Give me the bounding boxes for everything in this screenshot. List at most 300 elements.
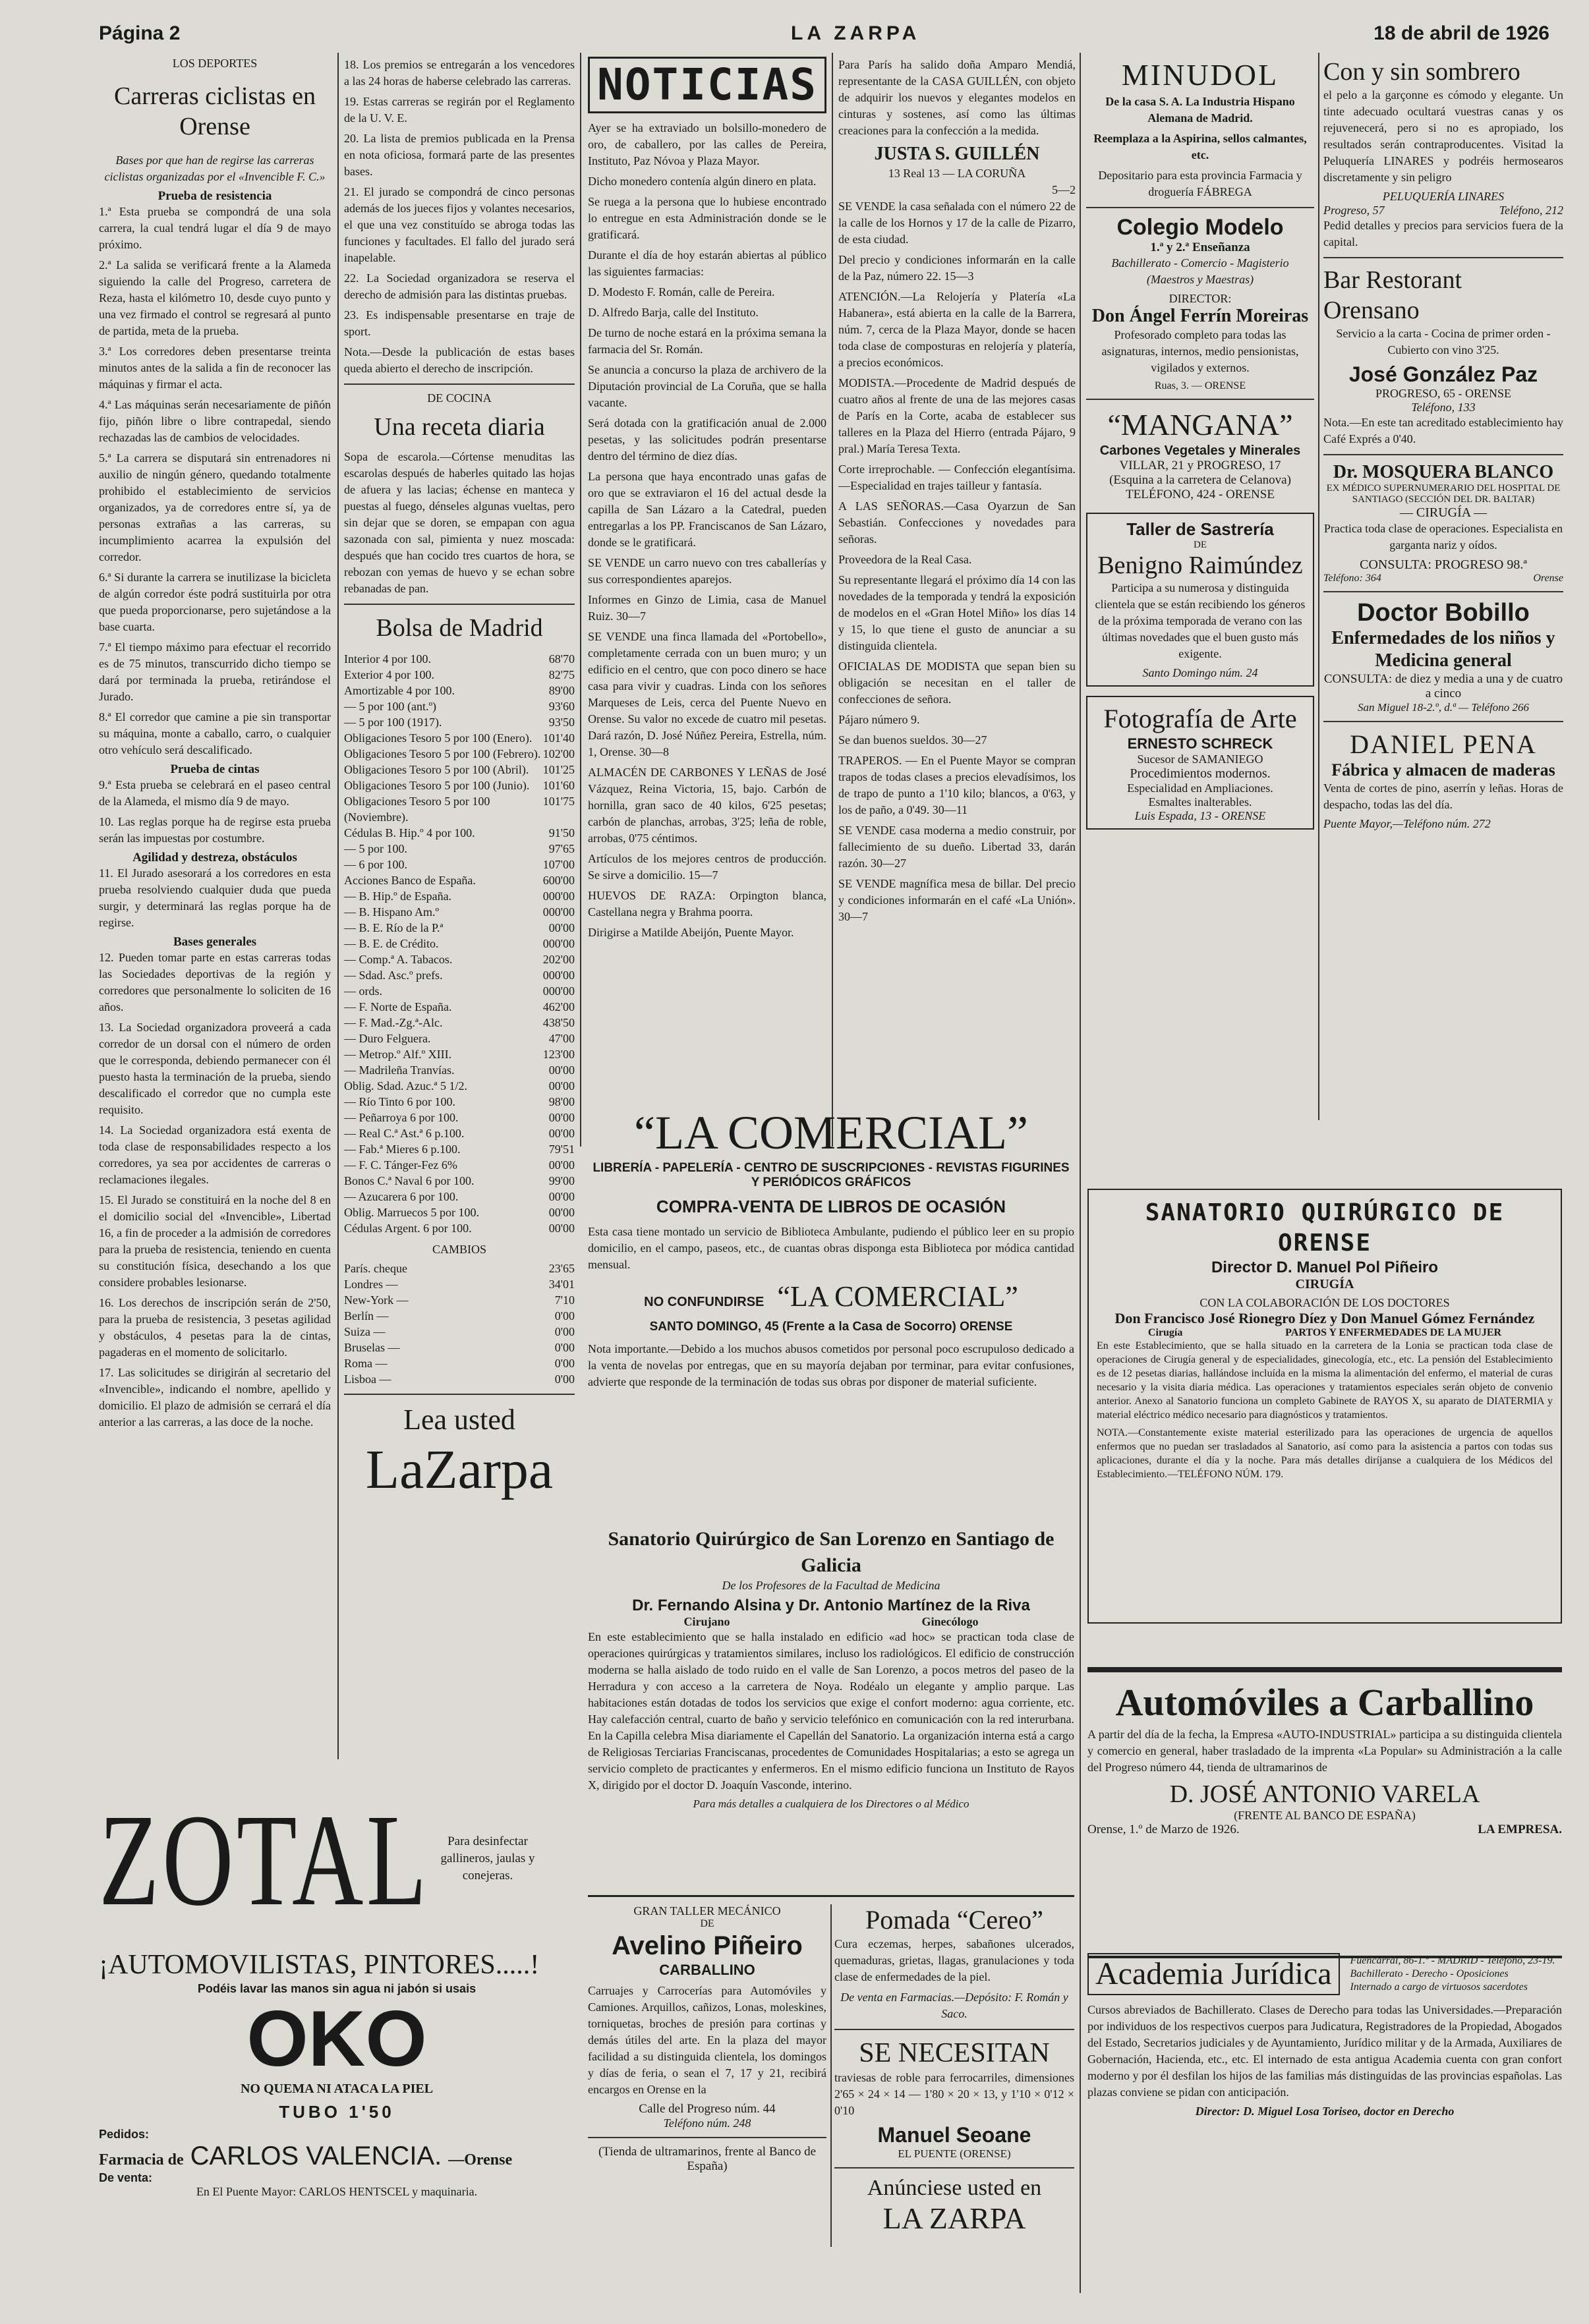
cereo-title: Pomada “Cereo” [865, 1905, 1043, 1935]
oko-name: CARLOS VALENCIA. [190, 2141, 442, 2170]
column-noticias [588, 57, 826, 1098]
row-value: 123'00 [542, 1048, 575, 1061]
sastreria-name: Benigno Raimúndez [1097, 552, 1303, 579]
bar-addr: PROGRESO, 65 - ORENSE [1375, 387, 1512, 400]
divider [1086, 207, 1314, 208]
rule-paragraph: 7.ª El tiempo máximo para efectuar el recorrido es de 75 minutos, transcurrido dicho tiempo se dará por terminada la prueba, retirándose el Jurado. [99, 640, 331, 703]
row-label: Obligaciones Tesoro 5 por 100 (Abril). [344, 763, 529, 776]
sanorense-title: SANATORIO QUIRÚRGICO DE ORENSE [1145, 1199, 1505, 1257]
row-label: Oblig. Marruecos 5 por 100. [344, 1206, 479, 1219]
row-label: — Sdad. Asc.º prefs. [344, 969, 443, 982]
row-label: Cédulas Argent. 6 por 100. [344, 1222, 472, 1235]
mosquera-l3: Practica toda clase de operaciones. Especialista en garganta nariz y oídos. [1323, 522, 1563, 552]
lea-usted: Lea usted [403, 1403, 515, 1436]
table-row [344, 1110, 575, 1125]
row-value: 000'00 [542, 890, 575, 903]
table-row [344, 746, 575, 762]
minudol-text: De la casa S. A. La Industria Hispano Alemana de Madrid. [1105, 95, 1295, 125]
article-title: Carreras ciclistas en Orense [114, 82, 316, 140]
divider [344, 604, 575, 605]
mosquera-l2: — CIRUGÍA — [1399, 505, 1488, 520]
table-row [344, 1031, 575, 1046]
foto-l1: Procedimientos modernos. [1130, 766, 1271, 781]
table-row [344, 714, 575, 730]
row-label: Lisboa — [344, 1373, 391, 1386]
guillen-name: JUSTA S. GUILLÉN [874, 144, 1040, 164]
table-row [344, 778, 575, 793]
oko-l2: NO QUEMA NI ATACA LA PIEL [240, 2082, 434, 2096]
row-label: Exterior 4 por 100. [344, 668, 434, 681]
table-row [344, 1355, 575, 1371]
row-label: — F. Norte de España. [344, 1000, 452, 1013]
table-row [344, 1292, 575, 1308]
ad-la-comercial [588, 1104, 1074, 1519]
table-row [344, 1276, 575, 1292]
row-value: 0'00 [554, 1325, 575, 1338]
row-value: 00'00 [548, 1127, 575, 1140]
oko-l1: Podéis lavar las manos sin agua ni jabón si usais [197, 1982, 477, 1995]
necesitan-text: traviesas de roble para ferrocarriles, dimensiones 2'65 × 24 × 14 — 1'80 × 20 × 13, y 1'10 × 0'12 × 0'10 [834, 2071, 1074, 2117]
ad-sanatorio-san-lorenzo [588, 1526, 1074, 1897]
cambios-title: CAMBIOS [432, 1243, 487, 1256]
page-header [99, 22, 1549, 49]
row-value: 0'00 [554, 1373, 575, 1386]
mangana-l3: (Esquina a la carretera de Celanova) [1109, 473, 1291, 487]
row-value: 101'75 [542, 795, 575, 808]
sanorense-spec1: Cirugía [1147, 1327, 1183, 1338]
rule-paragraph: 14. La Sociedad organizadora está exenta de toda clase de responsabilidades respecto a los corredores, ya sea por accidentes de carreras o reclamaciones ilegales. [99, 1123, 331, 1186]
column-rule [337, 53, 339, 1759]
table-row [344, 1173, 575, 1189]
minudol-title: MINUDOL [1121, 58, 1279, 92]
comercial-address: SANTO DOMINGO, 45 (Frente a la Casa de Socorro) ORENSE [649, 1320, 1013, 1334]
sanorense-col: CON LA COLABORACIÓN DE LOS DOCTORES [1199, 1296, 1450, 1309]
row-label: — 5 por 100. [344, 842, 407, 855]
colegio-dir: DIRECTOR: [1169, 292, 1232, 305]
table-row [344, 967, 575, 983]
cambios-table [344, 1261, 575, 1387]
news-item: D. Modesto F. Román, calle de Pereira. [588, 285, 775, 298]
colegio-name: Don Ángel Ferrín Moreiras [1091, 306, 1309, 326]
oko-city: —Orense [448, 2151, 513, 2168]
table-row [344, 1205, 575, 1220]
news-item: Dirigirse a Matilde Abeijón, Puente Mayor. [588, 926, 794, 939]
row-value: 102'00 [542, 747, 575, 760]
row-label: Suiza — [344, 1325, 386, 1338]
row-value: 82'75 [548, 668, 575, 681]
page-number: Página 2 [99, 22, 181, 44]
colegio-text: Profesorado completo para todas las asignaturas, internos, medio pensionistas, vigilados y externos. [1101, 328, 1299, 374]
row-value: 99'00 [548, 1174, 575, 1187]
table-row [344, 1220, 575, 1236]
oko-title: ¡AUTOMOVILISTAS, PINTORES.....! [99, 1950, 540, 1980]
bolsa-table [344, 651, 575, 1236]
table-row [344, 872, 575, 888]
rule-paragraph: 8.ª El corredor que camine a pie sin transportar su máquina, monte a caballo, carro, o cualquier otro vehículo será descalificado. [99, 710, 331, 756]
row-value: 79'51 [548, 1143, 575, 1156]
news-item: MODISTA.—Procedente de Madrid después de cuatro años al frente de una de las mejores casas de París en la Corte, acaba de establecer sus talleres en la Plaza del Hierro (entrada Pájaro, 9 pral.) María Teresa Texta. [838, 376, 1076, 455]
news-item: Para París ha salido doña Amparo Mendiá, representante de la CASA GUILLÉN, con objeto de adquirir los nuevos y elegantes modelos en cinturas y sostenes, así como las últimas creaciones para la confección a la medida. [838, 58, 1076, 137]
guillen-ref: 5—2 [1052, 183, 1076, 196]
comercial-line1: LIBRERÍA - PAPELERÍA - CENTRO DE SUSCRIPCIONES - REVISTAS FIGURINES Y PERIÓDICOS GRÁFICOS [592, 1161, 1070, 1189]
sanlorenzo-role2: Ginecólogo [921, 1615, 979, 1628]
foto-name: ERNESTO SCHRECK [1127, 735, 1273, 752]
table-row [344, 1078, 575, 1094]
table-row [344, 888, 575, 904]
row-value: 00'00 [548, 1158, 575, 1172]
divider [1323, 454, 1563, 455]
rule-paragraph: 12. Pueden tomar parte en estas carreras todas las Sociedades deportivas de la región y corredores que personalmente lo soliciten de 16 años. [99, 951, 331, 1013]
foto-suc: Sucesor de SAMANIEGO [1137, 752, 1263, 766]
bobillo-title: Doctor Bobillo [1357, 599, 1530, 627]
rule-paragraph: 16. Los derechos de inscripción serán de 2'50, para la prueba de resistencia, 3 pesetas agilidad y obstáculos, 4 pesetas para la de cintas, pagaderas en el momento de solicitarlo. [99, 1296, 331, 1359]
row-value: 93'50 [548, 716, 575, 729]
sanlorenzo-title: Sanatorio Quirúrgico de San Lorenzo en Santiago de Galicia [608, 1528, 1055, 1576]
rule-paragraph: 18. Los premios se entregarán a los vencedores a las 24 horas de haberse celebrado las carreras. [344, 58, 575, 88]
rule-paragraph: 4.ª Las máquinas serán necesariamente de piñón fijo, piñón libre o libre contrapedal, siendo rechazadas las de cambios de velocidades. [99, 398, 331, 444]
section-label: DE COCINA [427, 391, 492, 405]
divider [834, 2029, 1074, 2030]
automoviles-date: Orense, 1.º de Marzo de 1926. [1087, 1823, 1240, 1836]
table-row [344, 1141, 575, 1157]
rule-paragraph: 20. La lista de premios publicada en la Prensa en nota oficiosa, formará parte de las presentes bases. [344, 132, 575, 178]
row-value: 101'40 [542, 731, 575, 745]
rule-paragraph: 15. El Jurado se constituirá en la noche del 8 en el domicilio social del «Invencible», Libertad 16, a fin de proceder a la admisión de corredores para la prueba de resistencia, teniendo en cuenta su constitución física, desechando a los que considere probables lesionarse. [99, 1193, 331, 1289]
sastreria-de: DE [1194, 540, 1207, 550]
table-row [344, 698, 575, 714]
column-deportes [99, 57, 331, 1770]
table-row [344, 983, 575, 999]
row-value: 00'00 [548, 1190, 575, 1203]
sanorense-director: Director D. Manuel Pol Piñeiro [1211, 1259, 1439, 1276]
table-row [344, 651, 575, 667]
issue-date: 18 de abril de 1926 [1373, 22, 1549, 44]
row-value: 00'00 [548, 1222, 575, 1235]
minudol-text2: Reemplaza a la Aspirina, sellos calmantes, etc. [1093, 132, 1307, 161]
row-value: 101'25 [542, 763, 575, 776]
row-label: París. cheque [344, 1262, 407, 1275]
taller-address: Calle del Progreso núm. 44 [639, 2102, 776, 2116]
table-row [344, 1324, 575, 1340]
row-value: 7'10 [554, 1293, 575, 1307]
table-row [344, 683, 575, 698]
news-item: De turno de noche estará en la próxima semana la farmacia del Sr. Román. [588, 326, 826, 356]
row-label: — Real C.ª Ast.ª 6 p.100. [344, 1127, 465, 1140]
bar-title: Bar Restorant Orensano [1323, 266, 1462, 324]
row-label: — ords. [344, 984, 382, 998]
news-item: A LAS SEÑORAS.—Casa Oyarzun de San Sebastián. Confecciones y novedades para señoras. [838, 499, 1076, 546]
column-rule [832, 53, 833, 1147]
row-label: Berlín — [344, 1309, 389, 1322]
bobillo-l1: CONSULTA: de diez y media a una y de cuatro a cinco [1323, 672, 1563, 700]
news-item: ATENCIÓN.—La Relojería y Platería «La Habanera», está abierta en la calle de la Barrera, núm. 7, cerca de la Plaza Mayor, donde se hacen toda clase de composturas en relojería y platería, a precios económicos. [838, 290, 1076, 369]
rule-paragraph: 9.ª Esta prueba se celebrará en el paseo central de la Alameda, el mismo día 9 de mayo. [99, 778, 331, 808]
news-item: Será dotada con la gratificación anual de 2.000 pesetas, y las solicitudes podrán presentarse dentro del término de diez días. [588, 416, 826, 463]
sanlorenzo-role1: Cirujano [683, 1615, 730, 1628]
automoviles-text: A partir del día de la fecha, la Empresa «AUTO-INDUSTRIAL» participa a su distinguida clientela y comercio en general, haber trasladado de la imprenta «La Popular» su Administración a la calle del Progreso número 44, tienda de ultramarinos de [1087, 1728, 1562, 1774]
oko-farm: Farmacia de [99, 2151, 184, 2168]
table-row [344, 1015, 575, 1031]
anuncie-top: Anúnciese usted en [867, 2176, 1042, 2200]
comercial-text: Esta casa tiene montado un servicio de Biblioteca Ambulante, pudiendo el público leer en su propio domicilio, en el campo, paseos, etc., de cuantas obras disponga esta Biblioteca por módica cantidad mensual. [588, 1225, 1074, 1271]
row-value: 462'00 [542, 1000, 575, 1013]
rule-paragraph: 10. Las reglas porque ha de regirse esta prueba serán las impuestas por costumbre. [99, 815, 331, 845]
row-value: 00'00 [548, 1079, 575, 1092]
row-label: — Río Tinto 6 por 100. [344, 1095, 456, 1108]
anuncie-bottom: LA ZARPA [882, 2201, 1026, 2235]
row-value: 00'00 [548, 1111, 575, 1124]
news-item: Del precio y condiciones informarán en la calle de la Paz, número 22. 15—3 [838, 253, 1076, 283]
section-label: LOS DEPORTES [172, 57, 258, 70]
noticias-title: NOTICIAS [588, 57, 826, 113]
bobillo-sub: Enfermedades de los niños y Medicina general [1331, 628, 1555, 671]
divider [1323, 257, 1563, 258]
comercial-title: “LA COMERCIAL” [634, 1106, 1028, 1159]
news-item: Corte irreprochable. — Confección elegantísima.—Especialidad en trajes tailleur y fantasía. [838, 463, 1076, 492]
column-rule [1080, 53, 1081, 2293]
pena-sub: Fábrica y almacen de maderas [1331, 760, 1555, 779]
news-item: Ayer se ha extraviado un bolsillo-monedero de oro, de caballero, por las calles de Pereira, Instituto, Paz Nóvoa y Plaza Mayor. [588, 121, 826, 167]
rule-paragraph: 17. Las solicitudes se dirigirán al secretario del «Invencible», indicando el nombre, apellido y domicilio. El plazo de admisión se cerrará el día anterior a las carreras, a las doce de la noche. [99, 1366, 331, 1429]
row-value: 0'00 [554, 1341, 575, 1354]
column-right-a [1086, 57, 1314, 1124]
rule-paragraph: 5.ª La carrera se disputará sin entrenadores ni auxilio de ningún género, quedando totalmente prohibido el establecimiento de servicios organizados, ya de corredores entre sí, ya de personas extrañas a las carreras, su incumplimiento acarrea la expulsión del corredor. [99, 451, 331, 563]
table-row [344, 1125, 575, 1141]
row-label: — Azucarera 6 por 100. [344, 1190, 459, 1203]
sombrero-tel: Teléfono, 212 [1499, 204, 1563, 217]
table-row [344, 762, 575, 778]
foto-addr: Luis Espada, 13 - ORENSE [1134, 809, 1266, 822]
divider [344, 1394, 575, 1395]
table-row [344, 1340, 575, 1355]
rule-paragraph: 3.ª Los corredores deben presentarse treinta minutos antes de la salida a fin de reconocer las máquinas y firmar el acta. [99, 345, 331, 391]
mangana-l1: Carbones Vegetales y Minerales [1099, 443, 1301, 458]
pena-title: DANIEL PENA [1350, 729, 1537, 759]
news-item: Se anuncia a concurso la plaza de archivero de la Diputación provincial de La Coruña, que se halla vacante. [588, 363, 826, 409]
necesitan-title: SE NECESITAN [859, 2038, 1050, 2068]
row-value: 47'00 [548, 1032, 575, 1045]
column-rule [580, 53, 581, 1147]
ad-academia [1087, 1953, 1562, 2243]
table-row [344, 730, 575, 746]
mosquera-l4: CONSULTA: PROGRESO 98.ª [1360, 557, 1527, 572]
row-label: — B. E. de Crédito. [344, 937, 439, 950]
subheading: Prueba de resistencia [158, 189, 272, 203]
table-row [344, 1046, 575, 1062]
column-four [838, 57, 1076, 1098]
row-value: 000'00 [542, 905, 575, 919]
row-value: 98'00 [548, 1095, 575, 1108]
news-item: Dicho monedero contenía algún dinero en plata. [588, 175, 817, 188]
rule-paragraph: 23. Es indispensable presentarse en traje de sport. [344, 308, 575, 338]
row-value: 91'50 [548, 826, 575, 839]
cereo-venta: De venta en Farmacias.—Depósito: F. Román y Saco. [840, 1991, 1068, 2020]
sanlorenzo-foot: Para más detalles a cualquiera de los Directores o al Médico [693, 1798, 969, 1810]
oko-brand: OKO [246, 1995, 427, 2083]
table-row [344, 793, 575, 825]
row-label: Obligaciones Tesoro 5 por 100 (Febrero). [344, 747, 541, 760]
news-item: TRAPEROS. — En el Puente Mayor se compran trapos de todas clases a precios elevadísimos, los de trapo de punto a 1'10 kilo; blancos, a 0'63, y los de paño, a 0'49. 30—11 [838, 754, 1076, 816]
row-value: 000'00 [542, 937, 575, 950]
comercial-line2: COMPRA-VENTA DE LIBROS DE OCASIÓN [656, 1197, 1006, 1216]
mangana-l2: VILLAR, 21 y PROGRESO, 17 [1119, 459, 1281, 472]
recipe-text: Sopa de escarola.—Córtense menuditas las escarolas después de haberles quitado las hojas de afuera y las lacias; échense en manteca y puestas al fuego, dénseles algunas vueltas, pero sin dejar que se doren, se empapan con agua sazonada con sal, pimienta y nuez moscada: después que han cocido tres cuartos de hora, se rebozan con yemas de huevo y se echan sobre rebanadas de pan. [344, 450, 575, 595]
mosquera-city: Orense [1533, 573, 1563, 584]
comercial-nota: Nota importante.—Debido a los muchos abusos cometidos por personal poco escrupuloso dedicado a la venta de novelas por entregas, que en su mayoría dejaban por terminar, para evitar confusiones, advierte que responde de la terminación de todas sus obras por disponer de material suficiente. [588, 1342, 1074, 1388]
colegio-bach: Bachillerato - Comercio - Magisterio (Maestros y Maestras) [1111, 256, 1289, 286]
column-two [344, 57, 575, 1770]
table-row [344, 841, 575, 857]
ad-fotografia [1086, 696, 1314, 830]
news-item: SE VENDE casa moderna a medio construir, por fallecimiento de su dueño. Libertad 33, darán razón. 30—27 [838, 824, 1076, 870]
column-rule [1318, 53, 1319, 1120]
rule-paragraph: 13. La Sociedad organizadora proveerá a cada corredor de un dorsal con el número de orden que le corresponda, debiendo permanecer con él puesto hasta la terminación de la prueba, siendo descalificado el corredor que no cumpla este requisito. [99, 1021, 331, 1116]
foto-title: Fotografía de Arte [1103, 704, 1297, 733]
taller-city: CARBALLINO [659, 1962, 755, 1978]
pena-addr: Puente Mayor,—Teléfono núm. 272 [1323, 817, 1491, 830]
academia-sub: Bachillerato - Derecho - Oposiciones [1350, 1968, 1509, 1979]
row-value: 0'00 [554, 1309, 575, 1322]
table-row [344, 1308, 575, 1324]
taller-name: Avelino Piñeiro [612, 1931, 803, 1960]
academia-director: Director: D. Miguel Losa Toriseo, doctor en Derecho [1195, 2105, 1455, 2118]
table-row [344, 999, 575, 1015]
row-label: Acciones Banco de España. [344, 874, 476, 887]
sanorense-text: En este Establecimiento, que se halla situado en la carretera de la Lonia se practican toda clase de operaciones de Cirugía general y de especialidades, ginecología, etc., etc. La pensión del Establecimiento es de 12 pesetas diarias, hallándose incluída en la misma la alimentación del enfermo, el material de curas necesario y la visita diaria médica. Las operaciones y tratamientos especiales serán objeto de convenio anterior. Anexo al Sanatorio funciona un completo Gabinete de RAYOS X, su aparato de DIATERMIA y material eléctrico médico necesario para diagnósticos y tratamientos. [1097, 1340, 1553, 1421]
minudol-text3: Depositario para esta provincia Farmacia y droguería FÁBREGA [1098, 169, 1302, 198]
news-item: Pájaro número 9. [838, 713, 920, 726]
guillen-address: 13 Real 13 — LA CORUÑA [888, 167, 1026, 180]
news-item: Informes en Ginzo de Limia, casa de Manuel Ruiz. 30—7 [588, 593, 826, 623]
row-label: — B. Hispano Am.º [344, 905, 440, 919]
row-value: 00'00 [548, 1063, 575, 1077]
news-item: OFICIALAS DE MODISTA que sepan bien su obligación se necesitan en el taller de confecciones de señora. [838, 660, 1076, 706]
sombrero-name: PELUQUERÍA LINARES [1382, 190, 1505, 203]
ad-zotal [99, 1782, 575, 1940]
news-item: Se ruega a la persona que lo hubiese encontrado lo entregue en esta Administración donde se le gratificará. [588, 195, 826, 241]
row-label: Obligaciones Tesoro 5 por 100 (Enero). [344, 731, 533, 745]
divider [1323, 591, 1563, 592]
row-label: — F. C. Tánger-Fez 6% [344, 1158, 457, 1172]
divider [834, 2167, 1074, 2168]
sombrero-title: Con y sin sombrero [1323, 58, 1520, 86]
sanlorenzo-doctors: Dr. Fernando Alsina y Dr. Antonio Martínez de la Riva [632, 1597, 1030, 1614]
rule-paragraph: 11. El Jurado asesorará a los corredores en esta prueba resolviendo cualquier duda que pueda surgir, y determinará las reglas porque ha de regirse. [99, 866, 331, 929]
sastreria-address: Santo Domingo núm. 24 [1142, 666, 1258, 679]
taller-foot: (Tienda de ultramarinos, frente al Banco de España) [598, 2145, 817, 2173]
mosquera-l1: EX MÉDICO SUPERNUMERARIO DEL HOSPITAL DE SANTIAGO (SECCIÓN DEL DR. BALTAR) [1326, 483, 1561, 505]
article-subtitle: Bases por que han de regirse las carreras ciclistas organizadas por el «Invencible F. C.» [104, 154, 326, 183]
comercial-noconf: NO CONFUNDIRSE [644, 1295, 765, 1309]
taller-title: GRAN TALLER MECÁNICO [633, 1904, 781, 1917]
ad-taller-mecanico [588, 1904, 832, 2247]
mangana-title: “MANGANA” [1107, 408, 1293, 441]
rule-paragraph: 6.ª Si durante la carrera se inutilizase la bicicleta de algún corredor éste podrá sustituirla por otra que pueda proporcionarse, pero sujetándose a la base cuarta. [99, 571, 331, 633]
row-label: Obligaciones Tesoro 5 por 100 (Junio). [344, 779, 530, 792]
news-item: Artículos de los mejores centros de producción. Se sirve a domicilio. 15—7 [588, 852, 826, 882]
automoviles-name: D. JOSÉ ANTONIO VARELA [1169, 1780, 1480, 1808]
row-label: Cédulas B. Hip.º 4 por 100. [344, 826, 475, 839]
divider [1086, 399, 1314, 400]
table-row [344, 1062, 575, 1078]
mosquera-title: Dr. MOSQUERA BLANCO [1333, 462, 1554, 482]
table-row [344, 904, 575, 920]
taller-text: Carruajes y Carrocerías para Automóviles y Camiones. Arquillos, cañizos, Lonas, moleskines, torniquetas, broches de presión para cortinas y demás útiles del arte. En la plaza del mayor facilidad a su distinguida clientela, los domingos y días de feria, o sean el 7, 17 y 21, recibirá encargos en Orense en la [588, 1984, 826, 2096]
subheading: Bases generales [173, 935, 257, 949]
row-label: Amortizable 4 por 100. [344, 684, 455, 697]
colegio-ense: 1.ª y 2.ª Enseñanza [1150, 241, 1250, 254]
necesitan-place: EL PUENTE (ORENSE) [898, 2147, 1011, 2160]
table-row [344, 1157, 575, 1173]
news-item: La persona que haya encontrado unas gafas de oro que se extraviaron el 16 del actual desde la capilla de San Lázaro a la Catedral, pueden entregarlas a los PP. Franciscanos de San Lázaro, donde se le gratificará. [588, 470, 826, 549]
automoviles-firma: LA EMPRESA. [1478, 1823, 1562, 1836]
mangana-l4: TELÉFONO, 424 - ORENSE [1126, 488, 1275, 501]
automoviles-frente: (FRENTE AL BANCO DE ESPAÑA) [1234, 1809, 1416, 1822]
row-label: — Peñarroya 6 por 100. [344, 1111, 459, 1124]
sanlorenzo-sub: De los Profesores de la Facultad de Medicina [722, 1579, 940, 1592]
ad-automoviles [1087, 1667, 1562, 1958]
row-value: 438'50 [542, 1016, 575, 1029]
news-item: D. Alfredo Barja, calle del Instituto. [588, 306, 759, 319]
subheading: Prueba de cintas [170, 762, 260, 776]
news-item: Se dan buenos sueldos. 30—27 [838, 733, 987, 747]
taller-de: DE [700, 1918, 714, 1929]
academia-sub2: Internado a cargo de virtuosos sacerdotes [1350, 1981, 1528, 1993]
taller-tel: Teléfono núm. 248 [663, 2116, 751, 2130]
row-label: Interior 4 por 100. [344, 652, 431, 666]
necesitan-name: Manuel Seoane [877, 2123, 1031, 2147]
sanorense-doctors: Don Francisco José Rionegro Díez y Don Manuel Gómez Fernández [1114, 1310, 1535, 1326]
lazarpa-logo: LaZarpa [365, 1439, 554, 1500]
row-label: Bruselas — [344, 1341, 400, 1354]
row-value: 00'00 [548, 921, 575, 934]
row-label: New-York — [344, 1293, 409, 1307]
colegio-foot: Ruas, 3. — ORENSE [1154, 380, 1246, 391]
rule-paragraph: 2.ª La salida se verificará frente a la Alameda siguiendo la calle del Progreso, carretera de Reza, hasta el kilómetro 10, desde cuyo punto y una vez firmado el control se regresará al punto de partida, meta de la prueba. [99, 258, 331, 337]
row-value: 89'00 [548, 684, 575, 697]
row-label: — Fab.ª Mieres 6 p.100. [344, 1143, 461, 1156]
bar-text: Servicio a la carta - Cocina de primer orden - Cubierto con vino 3'25. [1336, 327, 1551, 356]
table-row [344, 936, 575, 951]
oko-foot: En El Puente Mayor: CARLOS HENTSCEL y maquinaria. [196, 2185, 478, 2198]
bar-name: José González Paz [1348, 362, 1538, 386]
row-value: 23'65 [548, 1262, 575, 1275]
oko-venta: De venta: [99, 2171, 153, 2184]
oko-pedidos: Pedidos: [99, 2128, 150, 2141]
row-label: — F. Mad.-Zg.ª-Alc. [344, 1016, 443, 1029]
news-item: SE VENDE un carro nuevo con tres caballerías y sus correspondientes aparejos. [588, 556, 826, 586]
sanorense-spec2: PARTOS Y ENFERMEDADES DE LA MUJER [1285, 1327, 1502, 1338]
table-row [344, 857, 575, 872]
row-value: 97'65 [548, 842, 575, 855]
ad-sanatorio-orense [1087, 1189, 1562, 1624]
rule-paragraph: 22. La Sociedad organizadora se reserva el derecho de admisión para las distintas pruebas. [344, 271, 575, 301]
table-row [344, 951, 575, 967]
bar-nota: Nota.—En este tan acreditado establecimiento hay Café Exprés a 0'40. [1323, 416, 1563, 445]
column-right-b [1323, 57, 1563, 1124]
sastreria-text: Participa a su numerosa y distinguida clientela que se están recibiendo los géneros de la próxima temporada de verano con las últimas novedades que el buen gusto más exigente. [1095, 581, 1306, 660]
row-value: 107'00 [542, 858, 575, 871]
bar-tel: Teléfono, 133 [1411, 401, 1476, 414]
row-value: 000'00 [542, 984, 575, 998]
mosquera-tel: Teléfono: 364 [1323, 573, 1381, 584]
table-row [344, 667, 575, 683]
row-value: 0'00 [554, 1357, 575, 1370]
row-value: 600'00 [542, 874, 575, 887]
table-row [344, 1261, 575, 1276]
news-item: SE VENDE una finca llamada del «Portobello», completamente cerrada con un buen muro; y un edificio en el centro, que con poco dinero se hace casa para vivir y cuadras. Linda con los señores Marqueses de Leis, cerca del Puente Nuevo en Orense. Su valor no excede de cuatro mil pesetas. Dará razón, D. José Núñez Pereira, Estrella, núm. 1, Orense. 30—8 [588, 630, 826, 758]
academia-title: Academia Jurídica [1087, 1953, 1340, 1995]
